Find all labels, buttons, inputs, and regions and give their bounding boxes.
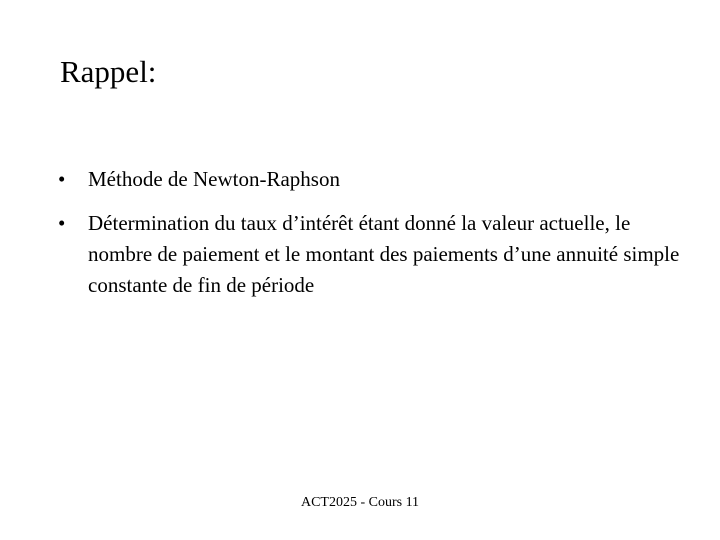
bullet-text: Méthode de Newton-Raphson bbox=[88, 167, 340, 191]
slide-footer: ACT2025 - Cours 11 bbox=[300, 495, 420, 510]
bullet-list bbox=[58, 164, 698, 314]
bullet-item bbox=[58, 164, 698, 195]
slide-title: Rappel: bbox=[60, 54, 157, 89]
bullet-item bbox=[58, 208, 698, 301]
bullet-text: Détermination du taux d’intérêt étant donné la valeur actuelle, le nombre de paiement et le montant des paiements d’une annuité simple constante de fin de période bbox=[88, 211, 680, 297]
bullet-marker: • bbox=[58, 167, 66, 191]
bullet-marker: • bbox=[58, 211, 66, 235]
